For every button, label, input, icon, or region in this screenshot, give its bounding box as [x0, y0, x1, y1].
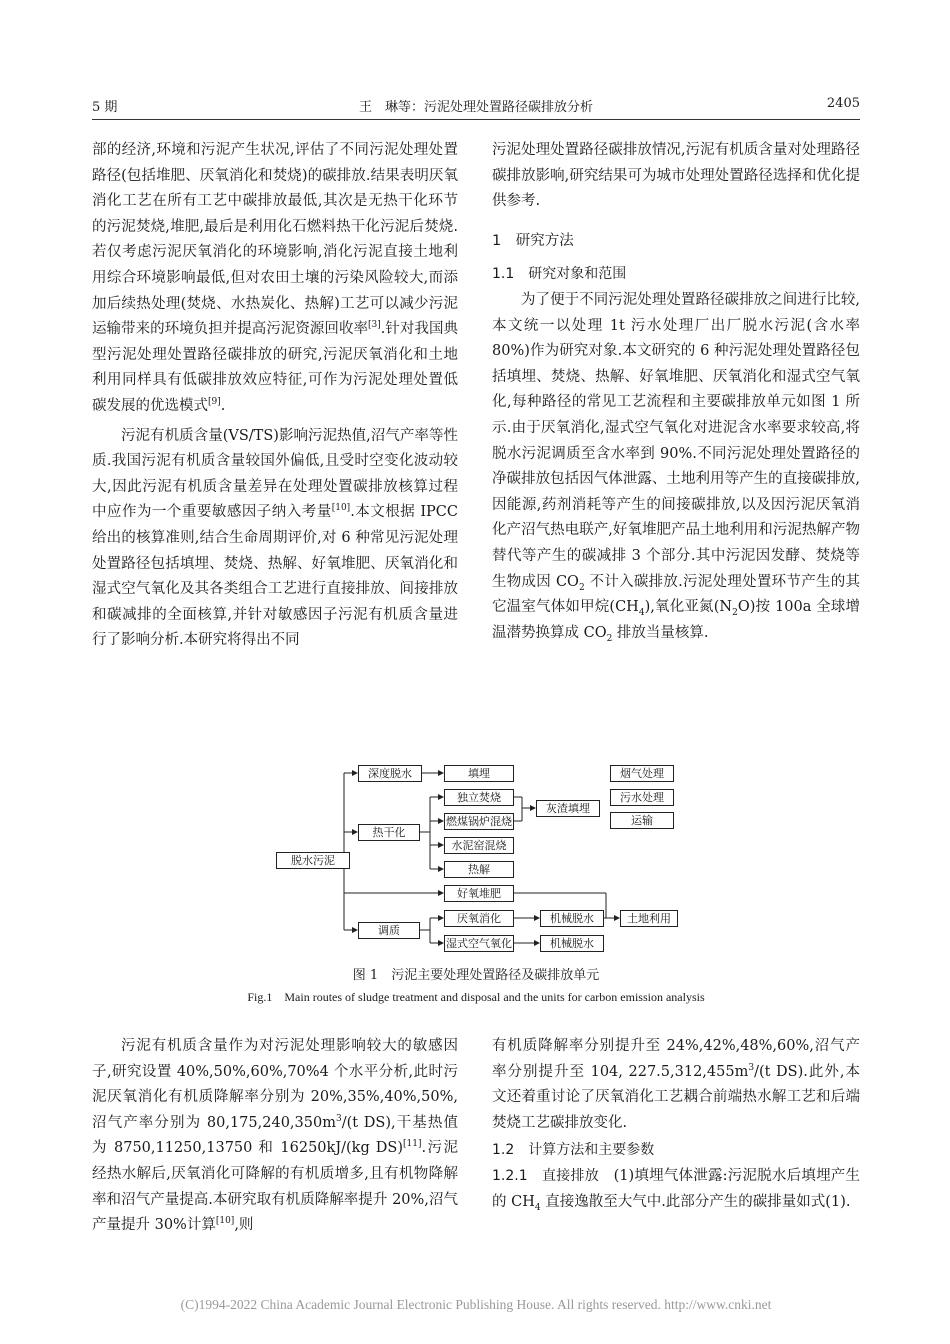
subscript: 2: [606, 633, 613, 644]
figure-caption-cn: 图 1 污泥主要处理处置路径及碳排放单元: [352, 968, 600, 983]
left-column-top: [92, 138, 458, 654]
paragraph: [492, 288, 860, 646]
subscript: 4: [534, 1202, 541, 1213]
header-rule: [92, 119, 860, 120]
right-column-bottom: [492, 1034, 860, 1215]
citation: [10]: [215, 1216, 235, 1227]
paragraph-text: .针对我国典型污泥处理处置路径碳排放的研究,污泥厌氧消化和土地利用同样具有低碳排放效应特征,可作为污泥处理处置低碳发展的优选模式: [92, 321, 459, 414]
node-independent-incineration: 独立焚烧: [444, 789, 514, 806]
node-cement-kiln-cocombustion: 水泥窑混烧: [444, 837, 514, 854]
subsubsection-heading: 1.2.1 直接排放: [492, 1167, 599, 1184]
process-flow-figure: [270, 760, 690, 960]
paragraph-text: .污泥经热水解后,厌氧消化可降解的有机质增多,且有机物降解率和沼气产量提高.本研究取有机质降解率提升 20%,沼气产量提升 30%计算: [92, 1140, 458, 1234]
section-heading: 1 研究方法: [492, 232, 574, 249]
node-pyrolysis: 热解: [444, 861, 514, 878]
paragraph-text: .本文根据 IPCC 给出的核算准则,结合生命周期评价,对 6 种常见污泥处理处置路径包括填埋、焚烧、热解、好氧堆肥、厌氧消化和湿式空气氧化及其各类组合工艺进行直接排放、间接排放和碳减排的全面核算,并针对敏感因子污泥有机质含量进行了影响分析.本研究将得出不同: [92, 504, 458, 649]
paragraph-text: 排放当量核算.: [612, 624, 709, 641]
node-flue-gas-treatment: 烟气处理: [610, 765, 674, 782]
paragraph-text: 直接逸散至大气中.此部分产生的碳排量如式(1).: [540, 1193, 851, 1210]
node-coal-boiler-cocombustion: 燃煤锅炉混烧: [446, 815, 512, 828]
citation: [3]: [368, 320, 381, 331]
paragraph-text: 部的经济,环境和污泥产生状况,评估了不同污泥处理处置路径(包括堆肥、厌氧消化和焚烧)的碳排放.结果表明厌氧消化工艺在所有工艺中碳排放最低,其次是无热干化环节的污泥焚烧,堆肥,最后是利用化石燃料热干化污泥后焚烧.若仅考虑污泥厌氧消化的环境影响,消化污泥直接土地利用综合环境影响最低,但对农田土壤的污染风险较大,而添加后续热处理(焚烧、水热炭化、热解)工艺可以减少污泥运输带来的环境负担并提高污泥资源回收率: [92, 142, 458, 338]
node-wastewater-treatment: 污水处理: [610, 789, 674, 806]
node-ash-landfill: 灰渣填埋: [536, 800, 600, 817]
node-conditioning: 调质: [358, 922, 420, 939]
subsection-heading: 1.2 计算方法和主要参数: [492, 1142, 655, 1159]
subscript: 2: [732, 607, 738, 618]
issue-number: 5 期: [92, 100, 118, 115]
paragraph-text: O)按 100a 全球增温潜势换算成 CO: [492, 599, 860, 641]
paragraph-text: ,则: [234, 1217, 254, 1234]
node-mechanical-dewatering: 机械脱水: [540, 910, 604, 927]
paragraph: [492, 1164, 860, 1215]
node-land-use: 土地利用: [620, 910, 678, 927]
left-column-bottom: [92, 1034, 458, 1239]
citation: [9]: [208, 397, 221, 408]
page-header: [92, 96, 860, 118]
subsection-heading: 1.1 研究对象和范围: [492, 266, 627, 283]
paragraph: [92, 138, 458, 420]
node-mechanical-dewatering: 机械脱水: [540, 935, 604, 952]
citation: [11]: [403, 1139, 422, 1150]
paragraph: [492, 1034, 860, 1136]
node-deep-dewatering: 深度脱水: [358, 765, 422, 782]
paragraph-text: 为了便于不同污泥处理处置路径碳排放之间进行比较,本文统一以处理 1t 污水处理厂出厂脱水污泥(含水率 80%)作为研究对象.本文研究的 6 种污泥处理处置路径包括填埋、焚烧、热解、好氧堆肥、厌氧消化和湿式空气氧化,每种路径的常见工艺流程和主要碳排放单元如图 1 所示.由于厌氧消化,湿式空气氧化对进泥含水率要求较高,将脱水污泥调质至含水率到 90%.不同污泥处理处置路径的净碳排放包括因气体泄露、土地利用等产生的直接碳排放,因能源,药剂消耗等产生的间接碳排放,以及因污泥厌氧消化产沼气热电联产,好氧堆肥产品土地利用和污泥热解产物替代等产生的碳减排 3 个部分.其中污泥因发酵、焚烧等生物成因 CO: [492, 291, 860, 590]
citation: [10]: [331, 503, 351, 514]
node-anaerobic-digestion: 厌氧消化: [444, 910, 514, 927]
copyright-footer: (C)1994-2022 China Academic Journal Electronic Publishing House. All rights reserved. http://www.cnki.net: [180, 1297, 772, 1312]
subscript: 2: [578, 582, 585, 593]
superscript: 3: [335, 1113, 342, 1124]
subscript: 4: [638, 607, 645, 618]
figure-caption-en: Fig.1 Main routes of sludge treatment and disposal and the units for carbon emission analysis: [247, 990, 705, 1004]
paragraph-text: .: [220, 397, 226, 414]
paragraph-text: /(t DS),干基热值为 8750,11250,13750 和 16250kJ/(kg DS): [92, 1114, 458, 1157]
node-landfill: 填埋: [444, 765, 514, 782]
node-wet-air-oxidation: 湿式空气氧化: [446, 937, 512, 950]
page-number: 2405: [826, 96, 860, 111]
paragraph-text: ),氧化亚氮(N: [644, 599, 733, 616]
paragraph-text: 不计入碳排放.污泥处理处置环节产生的其它温室气体如甲烷(CH: [492, 573, 860, 616]
paragraph-text: (1)填埋气体泄露:污泥脱水后填埋产生的 CH: [492, 1167, 860, 1210]
node-dewatered-sludge: 脱水污泥: [276, 852, 350, 869]
superscript: 3: [748, 1062, 755, 1073]
paragraph: [92, 424, 458, 654]
paragraph-text: /(t DS).此外,本文还着重讨论了厌氧消化工艺耦合前端热水解工艺和后端焚烧工艺碳排放变化.: [492, 1063, 860, 1131]
right-column-top: [492, 138, 860, 646]
paragraph-text: 污泥有机质含量作为对污泥处理影响较大的敏感因子,研究设置 40%,50%,60%,70%4 个水平分析,此时污泥厌氧消化有机质降解率分别为 20%,35%,40%,50%,沼气产率分别为 80,175,240,350m: [92, 1038, 458, 1131]
node-aerobic-composting: 好氧堆肥: [444, 885, 514, 902]
paragraph: [92, 1034, 458, 1239]
paragraph: 污泥处理处置路径碳排放情况,污泥有机质含量对处理路径碳排放影响,研究结果可为城市处理处置路径选择和优化提供参考.: [492, 142, 860, 210]
node-thermal-drying: 热干化: [358, 824, 420, 841]
paragraph-text: 有机质降解率分别提升至 24%,42%,48%,60%,沼气产率分别提升至 104, 227.5,312,455m: [492, 1038, 860, 1080]
running-title: 王 琳等：污泥处理处置路径碳排放分析: [358, 100, 593, 115]
paragraph-text: 污泥有机质含量(VS/TS)影响污泥热值,沼气产率等性质.我国污泥有机质含量较国外偏低,且受时空变化波动较大,因此污泥有机质含量差异在处理处置碳排放核算过程中应作为一个重要敏感因子纳入考量: [92, 427, 458, 521]
node-transport: 运输: [610, 812, 674, 829]
